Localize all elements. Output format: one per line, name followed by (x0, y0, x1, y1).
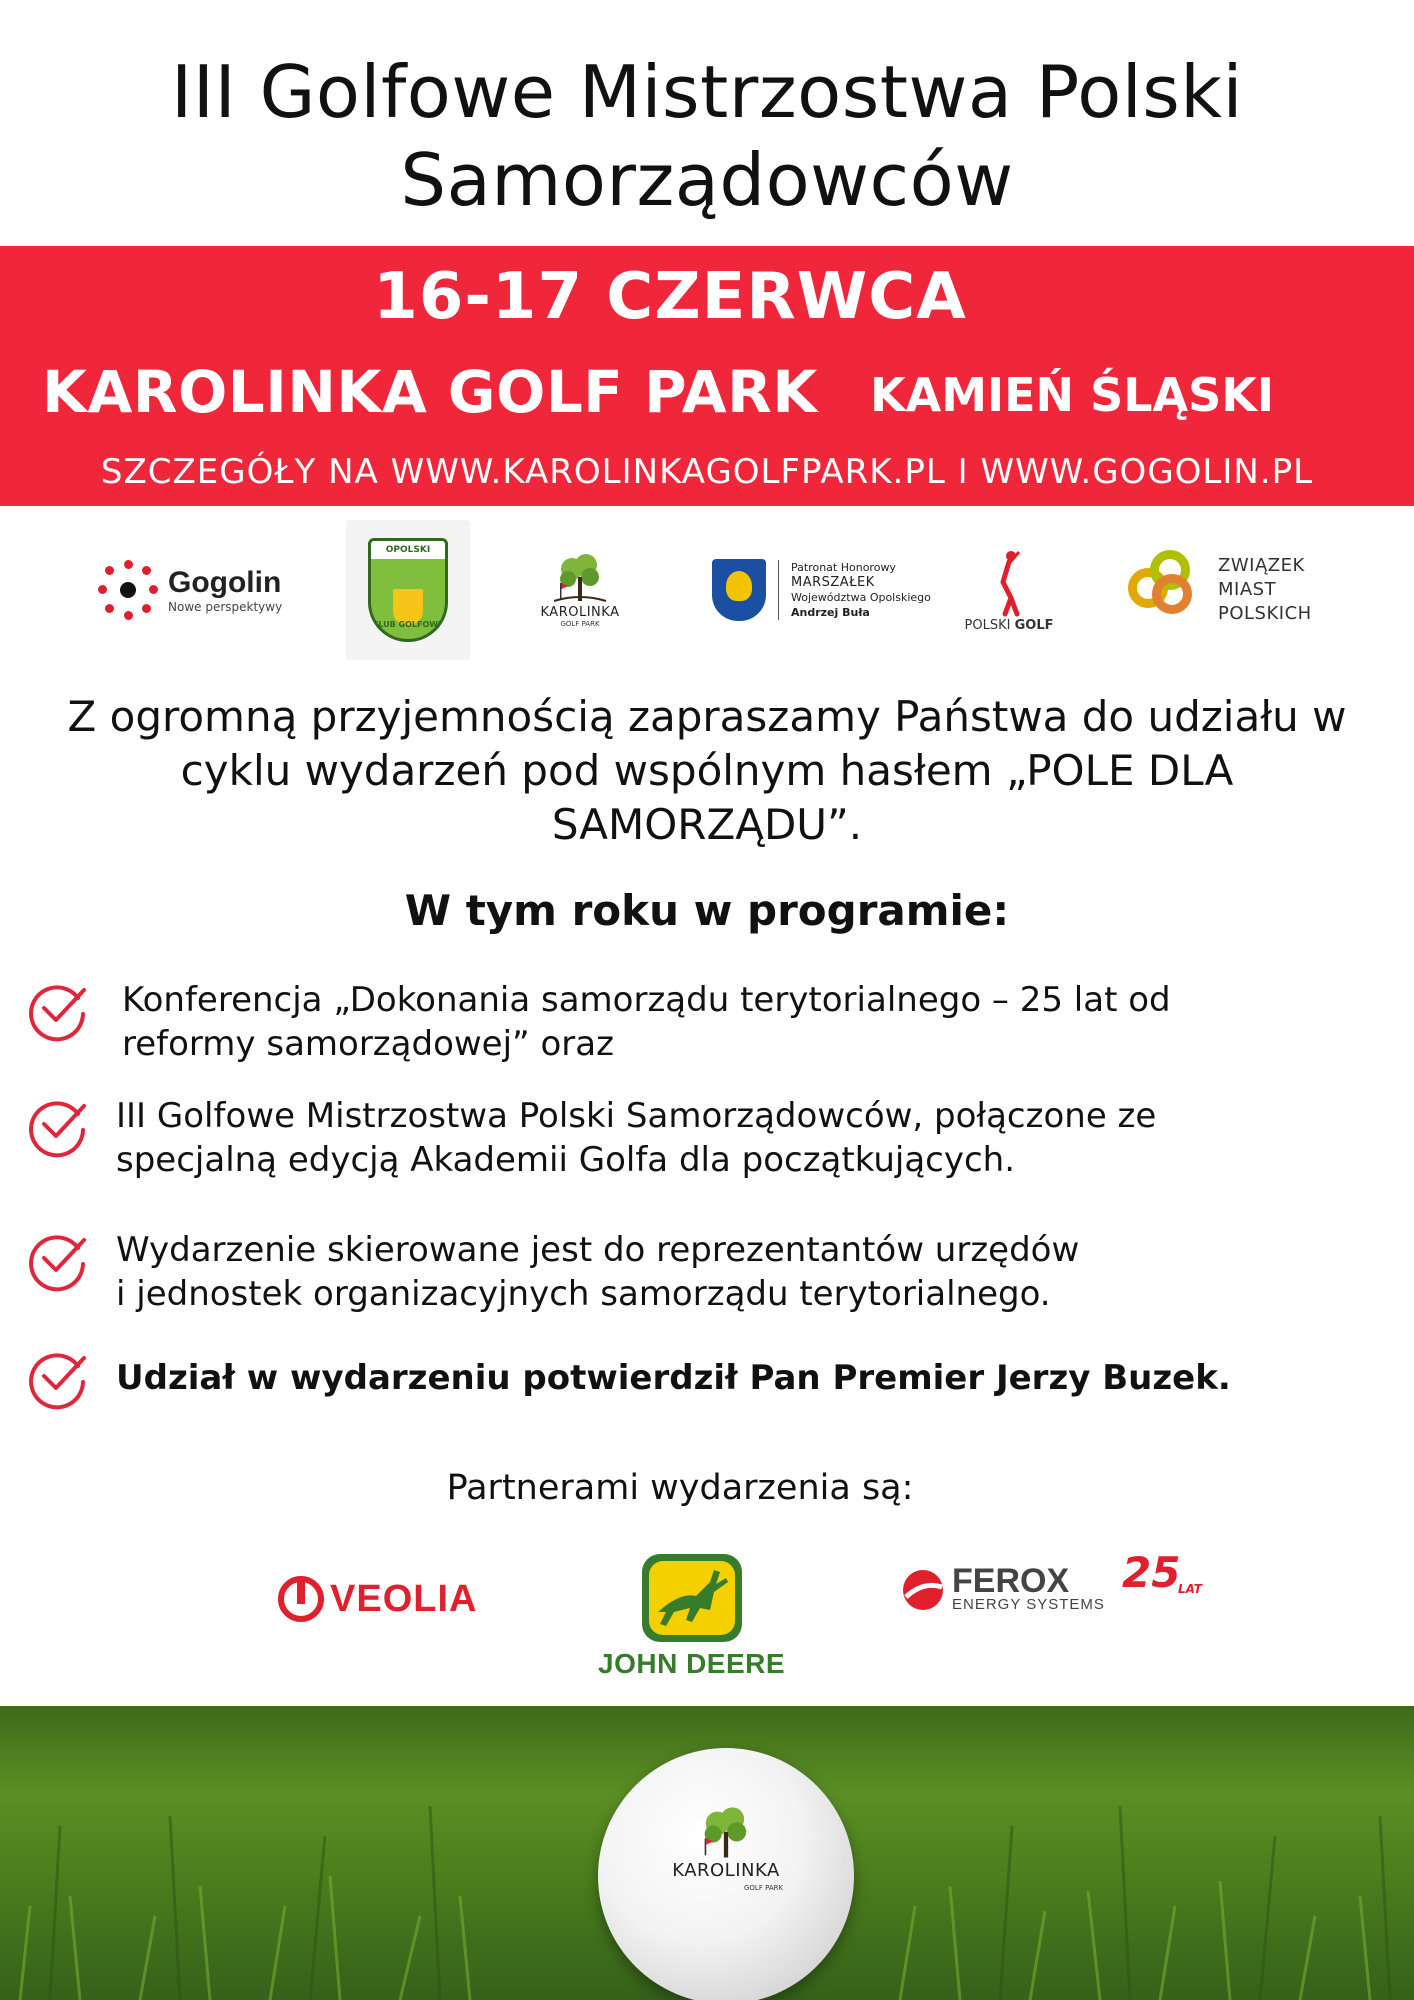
deer-icon (640, 1552, 744, 1644)
zwiazek-line-3: POLSKICH (1218, 603, 1312, 624)
program-item-line-2: specjalną edycją Akademii Golfa dla początkujących. (116, 1140, 1016, 1180)
gogolin-logo (98, 520, 282, 660)
gogolin-tagline: Nowe perspektywy (168, 600, 283, 614)
check-circle-icon (26, 978, 90, 1042)
program-heading: W tym roku w programie: (404, 886, 1010, 935)
zwiazek-line-1: ZWIĄZEK (1218, 555, 1305, 576)
ferox-logo (900, 1548, 1202, 1613)
check-circle-icon (26, 1228, 90, 1292)
check-circle-icon (26, 1346, 90, 1410)
program-item-line-1: Udział w wydarzeniu potwierdził Pan Premier Jerzy Buzek. (116, 1358, 1231, 1398)
karolinka-name: KAROLINKA (540, 604, 620, 620)
golfer-icon (989, 548, 1029, 618)
golf-ball (598, 1748, 854, 2000)
veolia-icon (278, 1576, 324, 1622)
event-details-link[interactable]: SZCZEGÓŁY NA WWW.KAROLINKAGOLFPARK.PL I WWW.GOGOLIN.PL (100, 452, 1314, 492)
event-venue: KAROLINKA GOLF PARK (42, 358, 818, 426)
marszalek-person: Andrzej Buła (791, 606, 870, 619)
eagle-coat-of-arms-icon (712, 559, 766, 621)
john-deere-logo (598, 1552, 785, 1680)
title-line-2: Samorządowców (400, 138, 1014, 222)
intro-text: Z ogromną przyjemnością zapraszamy Państwa do udziału w cyklu wydarzeń pod wspólnym hasłem „POLE DLA SAMORZĄDU”. (67, 692, 1347, 849)
ferox-sub: ENERGY SYSTEMS (952, 1596, 1105, 1613)
event-date: 16-17 CZERWCA (373, 260, 967, 334)
ferox-lat: LAT (1178, 1582, 1202, 1596)
golf-club-logo (346, 520, 470, 660)
marszalek-logo (712, 520, 931, 660)
event-banner (0, 246, 1414, 506)
ball-brand-sub: GOLF PARK (744, 1884, 784, 1892)
program-item-line-1: Wydarzenie skierowane jest do reprezentantów urzędów (116, 1230, 1080, 1270)
polski-text-1: POLSKI (964, 617, 1011, 633)
veolia-logo (278, 1576, 477, 1622)
ferox-name: FEROX (952, 1562, 1070, 1600)
club-name-bottom: KLUB GOLFOWY (372, 620, 444, 629)
veolia-name: VEOLIA (330, 1577, 478, 1620)
zwiazek-line-2: MIAST (1218, 579, 1277, 600)
polski-golf-logo (962, 520, 1056, 660)
deere-name: JOHN DEERE (598, 1648, 786, 1679)
polski-text-2: GOLF (1014, 617, 1054, 633)
marszalek-region: Województwa Opolskiego (791, 591, 931, 604)
ferox-icon (900, 1567, 946, 1613)
ball-brand: KAROLINKA (672, 1860, 780, 1881)
gogolin-dots-icon (98, 560, 158, 620)
zwiazek-miast-logo (1128, 520, 1312, 660)
karolinka-sub: GOLF PARK (560, 619, 600, 628)
rings-icon (1128, 550, 1210, 630)
program-item-line-1: Konferencja „Dokonania samorządu terytorialnego – 25 lat od (122, 980, 1171, 1020)
partners-heading: Partnerami wydarzenia są: (446, 1468, 914, 1508)
karolinka-logo (528, 520, 632, 660)
title-line-1: III Golfowe Mistrzostwa Polski (171, 50, 1243, 134)
marszalek-patronat: Patronat Honorowy (791, 561, 896, 574)
event-city: KAMIEŃ ŚLĄSKI (870, 368, 1275, 422)
marszalek-title: MARSZAŁEK (791, 575, 875, 590)
club-shield-icon (368, 538, 448, 642)
program-item-line-1: III Golfowe Mistrzostwa Polski Samorządowców, połączone ze (116, 1096, 1157, 1136)
organizer-logos (0, 520, 1414, 660)
program-item-line-2: i jednostek organizacyjnych samorządu terytorialnego. (116, 1274, 1051, 1314)
tree-icon (550, 553, 610, 605)
club-name-top: OPOLSKI (371, 541, 445, 559)
check-circle-icon (26, 1094, 90, 1158)
program-item-line-2: reformy samorządowej” oraz (122, 1024, 614, 1064)
ball-tree-icon (694, 1806, 758, 1862)
page-title (0, 48, 1414, 224)
gogolin-name: Gogolin (168, 566, 282, 599)
ferox-anniversary: 25 (1122, 1548, 1181, 1597)
